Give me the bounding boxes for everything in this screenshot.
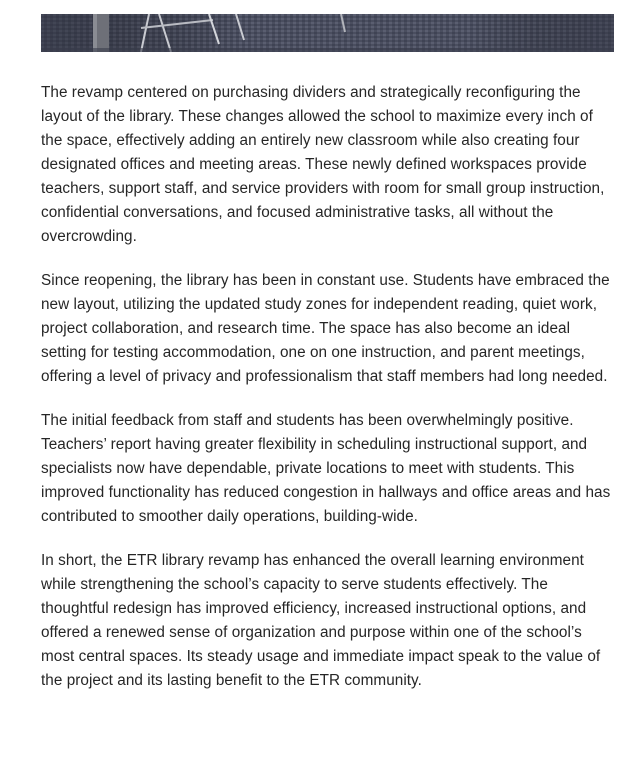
- library-photo: [41, 14, 614, 52]
- paragraph: The revamp centered on purchasing dividers and strategically reconfiguring the layout of the library. These changes allowed the school to maximize every inch of the space, effectively adding an entirely new classroom while also creating four designated offices and meeting areas. These newly defined workspaces provide teachers, support staff, and service providers with room for small group instruction, confidential conversations, and focused administrative tasks, all without the overcrowding.: [41, 84, 605, 245]
- article-body: [41, 81, 614, 693]
- paragraph: Since reopening, the library has been in constant use. Students have embraced the new layout, utilizing the updated study zones for independent reading, quiet work, project collaboration, and research time. The space has also become an ideal setting for testing accommodation, one on one instruction, and parent meetings, offering a level of privacy and professionalism that staff members had long needed.: [41, 272, 610, 385]
- article: [41, 14, 614, 713]
- paragraph: The initial feedback from staff and students has been overwhelmingly positive. Teachers’ report having greater flexibility in scheduling instructional support, and specialists now have dependable, private locations to meet with students. This improved functionality has reduced congestion in hallways and office areas and has contributed to smoother daily operations, building-wide.: [41, 412, 611, 525]
- paragraph: In short, the ETR library revamp has enhanced the overall learning environment while strengthening the school’s capacity to serve students effectively. The thoughtful redesign has improved efficiency, increased instructional options, and offered a renewed sense of organization and purpose within one of the school’s most central spaces. Its steady usage and immediate impact speak to the value of the project and its lasting benefit to the ETR community.: [41, 552, 601, 689]
